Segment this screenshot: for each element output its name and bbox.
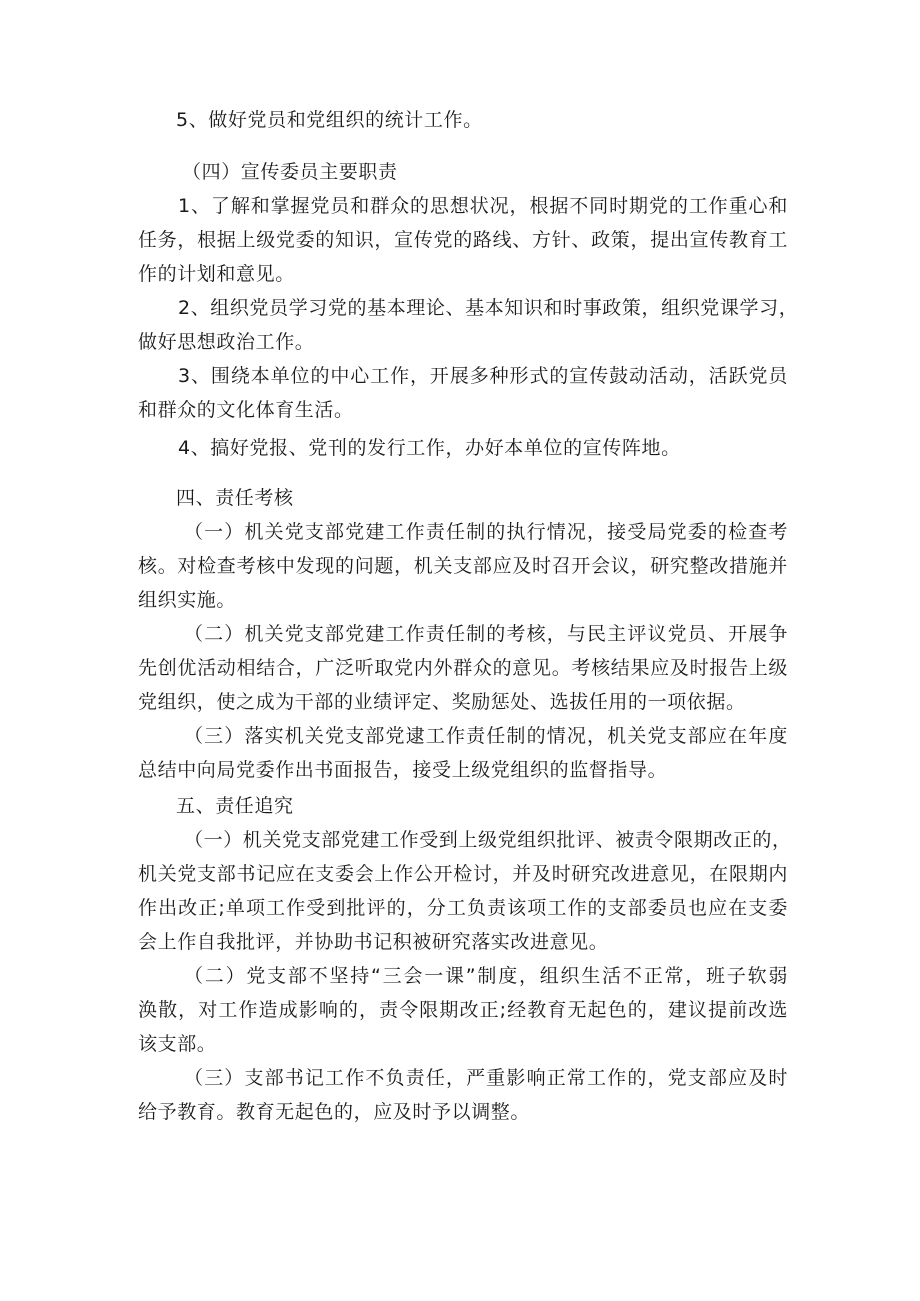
paragraph-line: 作出改正;单项工作受到批评的，分工负责该项工作的支部委员也应在支委 <box>138 897 788 919</box>
paragraph-line: 2、组织党员学习党的基本理论、基本知识和时事政策，组织党课学习， <box>178 297 799 319</box>
paragraph-line: 作的计划和意见。 <box>138 263 295 285</box>
paragraph-line: 涣散，对工作造成影响的，责令限期改正;经教育无起色的，建议提前改选 <box>138 999 788 1021</box>
list-item-5: 5、做好党员和党组织的统计工作。 <box>176 109 483 131</box>
paragraph-line: 任务，根据上级党委的知识，宣传党的路线、方针、政策，提出宣传教育工 <box>138 229 788 251</box>
paragraph-line: 组织实施。 <box>138 589 237 611</box>
paragraph-line: （一）机关党支部党建工作责任制的执行情况，接受局党委的检查考 <box>184 521 788 543</box>
section-heading-publicity: （四）宣传委员主要职责 <box>182 161 398 183</box>
paragraph-line: 1、了解和掌握党员和群众的思想状况，根据不同时期党的工作重心和 <box>178 195 788 217</box>
paragraph-line: 做好思想政治工作。 <box>138 331 315 353</box>
paragraph-line: 核。对检查考核中发现的问题，机关支部应及时召开会议，研究整改措施并 <box>138 555 788 577</box>
paragraph-line: （二）党支部不坚持“三会一课”制度，组织生活不正常，班子软弱 <box>184 965 788 987</box>
paragraph-line: （一）机关党支部党建工作受到上级党组织批评、被责令限期改正的， <box>184 829 792 851</box>
paragraph-line: 给予教育。教育无起色的，应及时予以调整。 <box>138 1101 531 1123</box>
paragraph-line: 机关党支部书记应在支委会上作公开检讨，并及时研究改进意见，在限期内 <box>138 863 788 885</box>
section-heading-accountability: 五、责任追究 <box>176 795 294 817</box>
paragraph-line: （三）支部书记工作不负责任，严重影响正常工作的，党支部应及时 <box>184 1067 788 1089</box>
section-heading-assessment: 四、责任考核 <box>176 487 294 509</box>
paragraph-line: （三）落实机关党支部党逮工作责任制的情况，机关党支部应在年度 <box>184 725 788 747</box>
paragraph-line: 总结中向局党委作出书面报告，接受上级党组织的监督指导。 <box>138 759 668 781</box>
paragraph-line: 党组织，使之成为干部的业绩评定、奖励惩处、选拔任用的一项依据。 <box>138 691 746 713</box>
paragraph-line: 会上作自我批评，并协助书记积被研究落实改进意见。 <box>138 931 609 953</box>
paragraph-line: 先创优活动相结合，广泛听取党内外群众的意见。考核结果应及时报告上级 <box>138 657 788 679</box>
paragraph-line: 和群众的文化体育生活。 <box>138 399 354 421</box>
paragraph-line: 3、围绕本单位的中心工作，开展多种形式的宣传鼓动活动，活跃党员 <box>178 365 788 387</box>
paragraph-line: （二）机关党支部党建工作责任制的考核，与民主评议党员、开展争 <box>184 623 788 645</box>
paragraph-line: 4、搞好党报、党刊的发行工作，办好本单位的宣传阵地。 <box>178 437 681 459</box>
paragraph-line: 该支部。 <box>138 1033 217 1055</box>
